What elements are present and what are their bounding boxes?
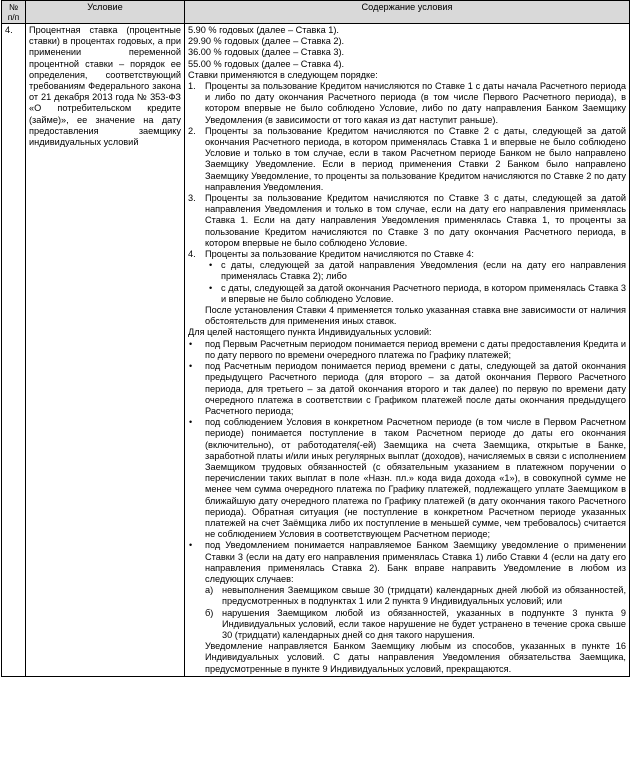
list-item: • с даты, следующей за датой направления Уведомления (если на дату его направления применялась Ставка 2); либо [209, 260, 626, 282]
bullet-icon: • [189, 361, 193, 372]
table-header-row [2, 1, 630, 24]
rate-rule-item: 1. Проценты за пользование Кредитом начисляются по Ставке 1 с даты начала Расчетного периода и либо по дату окончания Расчетного периода (в том числе Первого Расчетного периода), в котором впервые не было соблюдено Условие, либо по дату направления Банком Заемщику Уведомления (в зависимости от того какая из дат наступит раньше). [188, 81, 626, 125]
rate-rule-item: 3. Проценты за пользование Кредитом начисляются по Ставке 3 с даты, следующей за датой направления Уведомления и только в том случае, если на дату его направления применялась Ставка 1. Если на дату направления Уведомления применялась Ставка 1, то проценты за пользование Кредитом начисляются по Ставке 3 по дату окончания Расчетного периода, в котором впервые не было соблюдено Условие. [188, 193, 626, 248]
bullet-icon: • [189, 417, 193, 428]
header-number: № п/п [2, 1, 26, 24]
bullet-icon: • [209, 260, 213, 271]
closing-text: Уведомление направляется Банком Заемщику любым из способов, указанных в пункте 16 Индивидуальных условий. С даты направления Уведомления обязательства Заемщика, предусмотренные в пункте 9 Индивидуальных условий, прекращаются. [205, 641, 626, 674]
rate-3: 36.00 % годовых (далее – Ставка 3). [188, 47, 345, 58]
bullet-icon: • [189, 540, 193, 551]
definition-item: • под соблюдением Условия в конкретном Расчетном периоде (в том числе в Первом Расчетном периоде) понимается поступление в таком Расчетном периоде до даты его окончания (включительно), от работодателя(-ей) Заемщика на счета Заемщика, открытые в Банке, заработной платы и/или иных регулярных выплат (доходов), начисляемых в связи с исполнением Заемщиком трудовых обязанностей (с обязательным указанием в платежном поручении о перечислении таких выплат в поле «Назн. пл.» кода вида дохода «1»), в совокупной сумме не менее чем сумма очередного платежа по Графику платежей, подлежащего уплате Заемщиком в ближайшую дату очередного платежа по Графику платежей (в дату окончания такого Расчетного периода). Обратная ситуация (не поступление в конкретном Расчетном периоде указанных платежей на счет Заёмщика либо их поступление в меньшей сумме, чем требовалось) считается не соблюдением Условия в соответствующем Расчетном периоде; [189, 417, 626, 540]
rate-1: 5.90 % годовых (далее – Ставка 1). [188, 25, 339, 35]
after-rate-4: После установления Ставки 4 применяется только указанная ставка вне зависимости от наличия обстоятельств для применения иных ставок. [205, 305, 626, 327]
list-item: • с даты, следующей за датой окончания Расчетного периода, в котором применялась Ставка 3 и впервые не было соблюдено Условие. [209, 282, 626, 304]
rate-4-sublist [205, 260, 626, 305]
header-content: Содержание условия [185, 1, 630, 24]
case-item: б) нарушения Заемщиком любой из обязанностей, указанных в подпункте 3 пункта 9 Индивидуальных условий, если такое нарушение не будет устранено в течение срока свыше 30 (тридцати) календарных дней со дня такого нарушения. [205, 607, 626, 640]
row-number: 4. [2, 24, 26, 677]
row-content [185, 24, 630, 677]
definitions-intro: Для целей настоящего пункта Индивидуальных условий: [188, 327, 432, 338]
row-condition: Процентная ставка (процентные ставки) в процентах годовых, а при применении переменной процентной ставки – порядок ее определения, соответствующий требованиям Федерального закона от 21 декабря 2013 года № 353-ФЗ «О потребительском кредите (займе)», ее значение на дату предоставления заемщику индивидуальных условий [26, 24, 185, 677]
definitions-list [188, 339, 626, 675]
rate-rule-item: 2. Проценты за пользование Кредитом начисляются по Ставке 2 с даты, следующей за датой окончания Расчетного периода, в котором применялась Ставка 1 и впервые не было соблюдено Условие и только в том случае, если в таком Расчетном периоде Банком не было направлено Заемщику Уведомление. Если в период применения Ставки 2 Банком было направлено Заемщику Уведомление, то проценты за пользование Кредитом начисляются по Ставке 2 по дату направления Уведомления. [188, 125, 626, 192]
case-item: а) невыполнения Заемщиком свыше 30 (тридцати) календарных дней любой из обязанностей, предусмотренных в подпунктах 1 или 2 пункта 9 Индивидуальных условий; или [205, 585, 626, 607]
rate-2: 29.90 % годовых (далее – Ставка 2). [188, 36, 345, 47]
definition-item: • под Первым Расчетным периодом понимается период времени с даты предоставления Кредита и по дату первого по времени очередного платежа по Графику платежей; [189, 338, 626, 360]
notification-cases [205, 585, 626, 641]
rate-rule-item: 4. Проценты за пользование Кредитом начисляются по Ставке 4: • с даты, следующей за датой направления Уведомления (если на дату его направления применялась Ставка 2); либо • с даты, следующей за датой окончания Расчетного периода, в котором применялась Ставка 3 и впервые не было соблюдено Условие. [188, 249, 626, 304]
bullet-icon: • [209, 282, 213, 293]
rate-4: 55.00 % годовых (далее – Ставка 4). [188, 58, 345, 69]
conditions-table [1, 0, 630, 677]
bullet-icon: • [189, 338, 193, 349]
order-intro: Ставки применяются в следующем порядке: [188, 69, 378, 80]
table-row [2, 24, 630, 677]
definition-item: • под Уведомлением понимается направляемое Банком Заемщику уведомление о применении Ставки 3 (если на дату его направления применялась Ставка 1) либо Ставки 4 (если на дату его направления применялась Ставка 2). Банк вправе направить Уведомление в любом из следующих случаев: а) невыполнения Заемщиком свыше 30 (тридцати) календарных дней любой из обязанностей, предусмотренных в подпунктах 1 или 2 пункта 9 Индивидуальных условий; или б) нарушения Заемщиком любой из обязанностей, указанных в подпункте 3 пункта 9 Индивидуальных условий, если такое нарушение не будет устранено в течение срока свыше 30 (тридцати) календарных дней со дня такого нарушения. Уведомление направляется Банком Заемщику любым из способов, указанных в пункте 16 Индивидуальных условий. С даты направления Уведомления обязательства Заемщика, предусмотренные в пункте 9 Индивидуальных условий, прекращаются. [189, 540, 626, 674]
header-condition: Условие [26, 1, 185, 24]
definition-item: • под Расчетным периодом понимается период времени с даты, следующей за датой окончания предыдущего Расчетного периода (для второго – за датой окончания Первого Расчетного периода, для третьего – за датой окончания второго и так далее) по первую по времени дату очередного платежа в соответствии с Графиком платежей после даты окончания предыдущего Расчетного периода; [189, 361, 626, 416]
rate-rules-list [188, 81, 626, 305]
